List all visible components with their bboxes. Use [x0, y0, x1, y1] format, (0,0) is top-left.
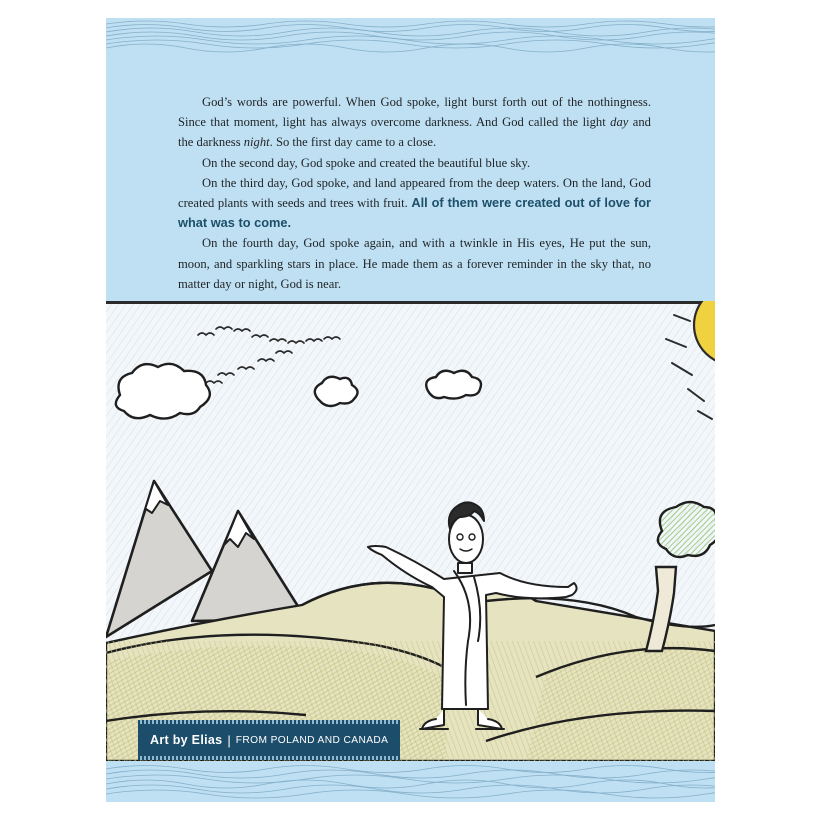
- paragraph-1-run: . So the first day came to a close.: [269, 135, 437, 150]
- paragraph-1: [178, 92, 651, 153]
- text-panel: [106, 18, 715, 301]
- art-credit-label: [138, 724, 400, 756]
- paragraph-3: [178, 173, 651, 234]
- story-text: [178, 92, 651, 294]
- highlight-text: All of them were created out of love for what was to come.: [178, 195, 651, 231]
- paragraph-3-text: On the third day, God spoke, and land appeared from the deep waters. On the land, God created plants with seeds and trees with fruit.: [178, 175, 651, 211]
- paragraph-1-run: night: [243, 135, 270, 150]
- wave-pattern-bottom: [106, 761, 715, 802]
- paragraph-4: On the fourth day, God spoke again, and with a twinkle in His eyes, He put the sun, moon, and sparkling stars in place. He made them as a forever reminder in the sky that, no matter day or night, God is near.: [178, 236, 651, 291]
- paragraph-1-run: day: [610, 115, 629, 130]
- book-page: [106, 18, 715, 802]
- artist-origin: FROM POLAND AND CANADA: [235, 734, 389, 746]
- credit-separator: |: [227, 732, 231, 748]
- artist-name: Art by Elias: [150, 733, 223, 747]
- child-drawing-illustration: [106, 301, 715, 761]
- wave-pattern-top: [106, 18, 715, 56]
- paragraph-2: On the second day, God spoke and created the beautiful blue sky.: [202, 155, 531, 170]
- paragraph-1-run: God’s words are powerful. When God spoke, light burst forth out of the nothingness. Since that moment, light has always overcome darkness. And God called the light: [178, 95, 651, 130]
- paragraph-1-run: and the darkness: [178, 115, 651, 150]
